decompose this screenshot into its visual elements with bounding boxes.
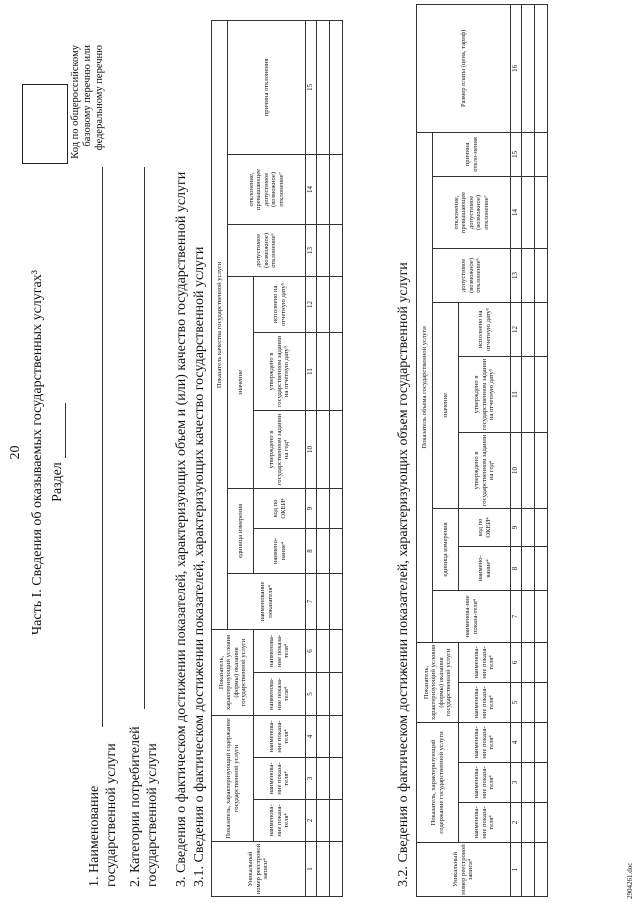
qt-col-number: 8 (306, 528, 317, 573)
field-consumers-line1: 2. Категории потребителей (128, 726, 143, 887)
section-number-blank (53, 403, 66, 458)
vt-col-number: 8 (511, 546, 522, 590)
qt-col-number: 7 (306, 573, 317, 629)
vt-col-number: 16 (511, 4, 522, 132)
qt-col-number: 13 (306, 224, 317, 276)
qt-unit-group: единица измерения (228, 488, 254, 573)
field-service-name-line2: государственной услуги (104, 743, 119, 887)
vt-value-group: значение (433, 302, 459, 508)
qt-col-number: 4 (306, 715, 317, 757)
qt-executed-date: исполнено на отчетную дату⁵ (254, 276, 306, 332)
vt-content-1: наименова-ние показа-теля⁴ (459, 803, 511, 843)
qt-indicator-name: наименование показателя⁴ (228, 573, 306, 629)
qt-reason: причина отклонения (228, 20, 306, 154)
qt-allowed-dev: допустимое (возможное) отклонение⁶ (228, 224, 306, 276)
vt-okei-code: код по ОКЕИ⁴ (459, 508, 511, 546)
field-service-name-line1: 1. Наименование (87, 785, 102, 887)
consumers-blank (144, 167, 145, 709)
vt-indicator-name: наименова-ние показа-теля⁴ (433, 590, 511, 642)
qt-exceeding-dev: отклонение, превышающее допустимое (возможное) отклонение⁷ (228, 154, 306, 224)
qt-col-number: 3 (306, 758, 317, 800)
qt-empty-row (317, 20, 330, 896)
qt-unit-name: наимено-вание⁴ (254, 528, 306, 573)
vt-col-number: 10 (511, 432, 522, 508)
vt-content-2: наименова-ние показа-теля⁴ (459, 763, 511, 803)
qt-number-row (306, 20, 317, 896)
page-number: 20 (8, 445, 23, 460)
vt-empty-row (522, 4, 535, 896)
qt-col-number: 2 (306, 800, 317, 842)
vt-number-row (511, 4, 522, 896)
qt-col-number: 1 (306, 842, 317, 897)
vt-reason: причина откло-нения (433, 132, 511, 176)
vt-col-number: 5 (511, 682, 522, 722)
vt-unique-number: Уникальный номер реестровой записи⁴ (417, 843, 511, 897)
vt-col-number: 15 (511, 132, 522, 176)
qt-quality-group: Показатель качества государственной услуги (212, 20, 228, 629)
qt-unique-number: Уникальный номер реестровой записи⁴ (212, 842, 306, 897)
vt-unit-name: наимено-вание⁴ (459, 546, 511, 590)
qt-col-number: 12 (306, 276, 317, 332)
vt-approved-date: утверждено в государственном задании на отчетную дату⁵ (459, 356, 511, 432)
heading-3-2: 3.2. Сведения о фактическом достижении показателей, характеризующих объем государственной услуги (396, 262, 411, 887)
vt-content-3: наименова-ние показа-теля⁴ (459, 722, 511, 762)
qt-approved-year: утверждено в государственном задании на год⁴ (254, 410, 306, 488)
field-service-name (86, 743, 120, 887)
vt-content-group: Показатель, характеризующий содержание государственной услуги (417, 722, 459, 842)
qt-col-number: 15 (306, 20, 317, 154)
vt-col-number: 3 (511, 763, 522, 803)
qt-content-1: наименова-ние показа-теля⁴ (254, 800, 306, 842)
vt-conditions-2: наименова-ние показа-теля⁴ (459, 642, 511, 682)
vt-conditions-group: Показатель, характеризующий условия (формы) оказания государственной услуги (417, 642, 459, 722)
qt-col-number: 14 (306, 154, 317, 224)
vt-approved-year: утверждено в государственном задании на год⁴ (459, 432, 511, 508)
qt-col-number: 9 (306, 488, 317, 528)
vt-col-number: 14 (511, 176, 522, 248)
vt-col-number: 13 (511, 248, 522, 302)
heading-3-1: 3.1. Сведения о фактическом достижении показателей, характеризующих качество государственной услуги (192, 246, 207, 887)
qt-col-number: 5 (306, 672, 317, 715)
qt-conditions-2: наименова-ние показа-теля⁴ (254, 629, 306, 672)
vt-empty-row (535, 4, 548, 896)
section-label: Раздел (50, 462, 65, 502)
vt-conditions-1: наименова-ние показа-теля⁴ (459, 682, 511, 722)
qt-content-2: наименова-ние показа-теля⁴ (254, 758, 306, 800)
footer-code: 2904261.doc (626, 862, 634, 899)
vt-col-number: 6 (511, 642, 522, 682)
part-title: Часть I. Сведения об оказываемых государственных услугах³ (30, 270, 45, 635)
vt-unit-group: единица измерения (433, 508, 459, 590)
qt-col-number: 6 (306, 629, 317, 672)
service-name-blank (102, 167, 103, 727)
field-consumers (127, 726, 161, 887)
quality-table (211, 20, 343, 897)
vt-volume-group: Показатель объема государственной услуги (417, 132, 433, 642)
qt-content-group: Показатель, характеризующий содержание государственной услуги (212, 715, 254, 841)
qt-col-number: 10 (306, 410, 317, 488)
volume-table (416, 4, 548, 897)
vt-col-number: 7 (511, 590, 522, 642)
vt-fee: Размер платы (цена, тариф) (417, 4, 511, 132)
vt-allowed-dev: допустимое (возможное) отклонение⁶ (433, 248, 511, 302)
vt-col-number: 1 (511, 843, 522, 897)
qt-empty-row (330, 20, 343, 896)
vt-col-number: 11 (511, 356, 522, 432)
field-consumers-line2: государственной услуги (145, 743, 160, 887)
qt-conditions-1: наименова-ние показа-теля⁴ (254, 672, 306, 715)
heading-3: 3. Сведения о фактическом достижении показателей, характеризующих объем и (или) качество государственной услуги (174, 171, 189, 887)
qt-col-number: 11 (306, 332, 317, 410)
vt-col-number: 2 (511, 803, 522, 843)
qt-value-group: значение (228, 276, 254, 488)
qt-content-3: наименова-ние показа-теля⁴ (254, 715, 306, 757)
vt-executed-date: исполнено на отчетную дату⁵ (459, 302, 511, 356)
qt-approved-date: утверждено в государственном задании на отчетную дату⁵ (254, 332, 306, 410)
vt-exceeding-dev: отклонение, превышающее допустимое (возможное) отклонение⁷ (433, 176, 511, 248)
vt-col-number: 9 (511, 508, 522, 546)
qt-okei-code: код по ОКЕИ⁴ (254, 488, 306, 528)
vt-col-number: 12 (511, 302, 522, 356)
vt-col-number: 4 (511, 722, 522, 762)
code-box (22, 84, 68, 164)
qt-conditions-group: Показатель, характеризующий условия (формы) оказания государственной услуги (212, 629, 254, 715)
code-box-caption: Код по общероссийскому базовому перечню или федеральному перечню (70, 45, 105, 159)
